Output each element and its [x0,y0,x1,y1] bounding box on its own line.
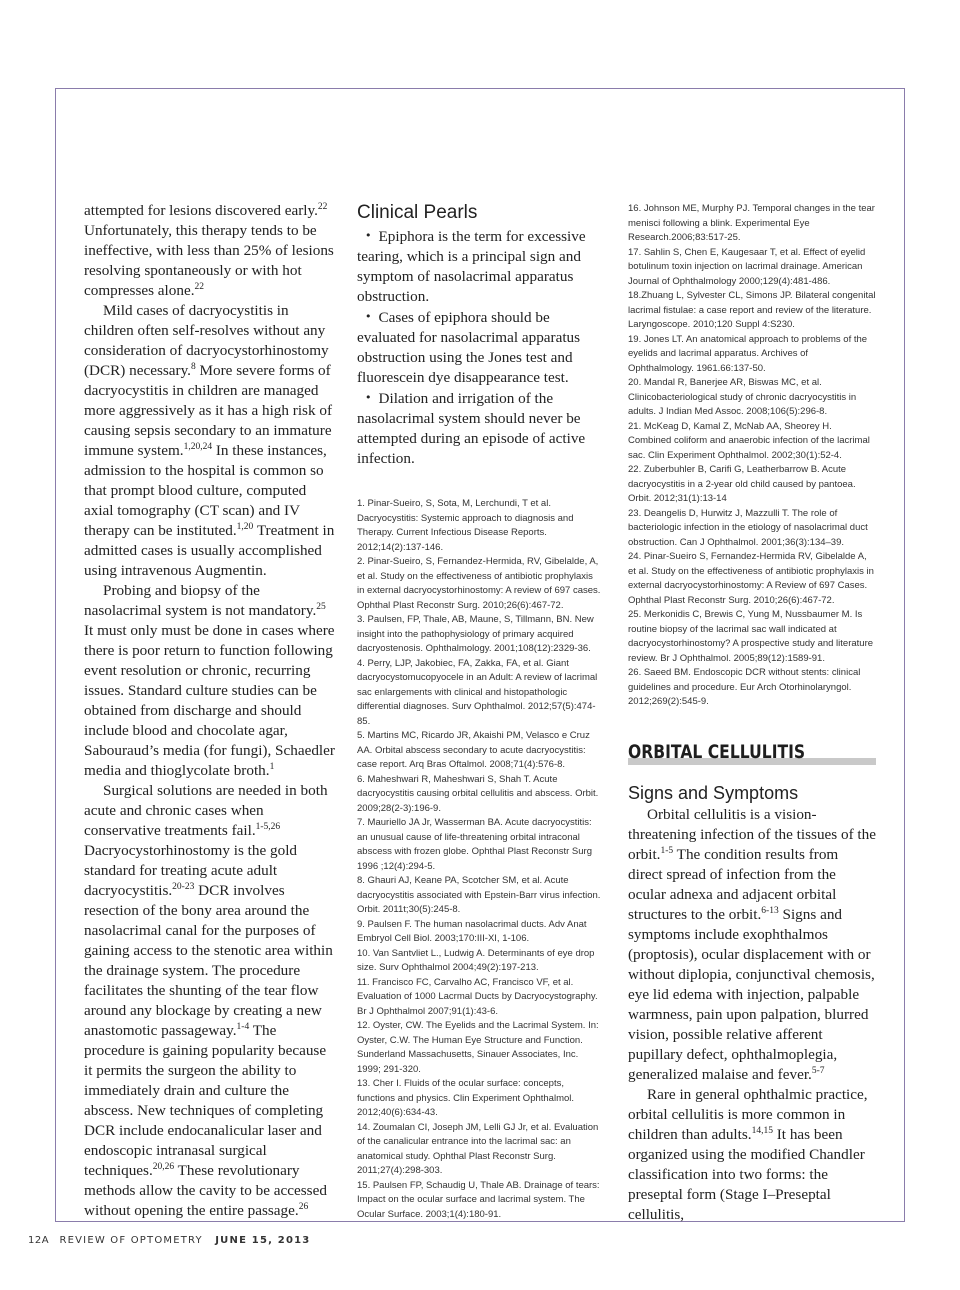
reference-item: 5. Martins MC, Ricardo JR, Akaishi PM, Velasco e Cruz AA. Orbital abscess secondary to acute dacryocystitis: case report. Arq Bras Oftalmol. 2008;71(4):576-8. [357,730,590,770]
paragraph-text: It must only must be done in cases where there is poor return to function following event resolution or chronic, recurring issues. Standard culture studies can be obtained from discharge and should include blood and chocolate agar, Sabouraud’s media (for fungi), Schaedler media and thioglycolate broth. [84,622,335,779]
page-footer [28,1235,310,1246]
paragraph-text: Dacryocystorhinostomy is the gold standard for treating acute adult dacryocystitis. [84,842,298,899]
reference-item: 15. Paulsen FP, Schaudig U, Thale AB. Drainage of tears: Impact on the ocular surface and lacrimal system. The Ocular Surface. 2003;1(4):180-91. [357,1179,600,1220]
paragraph-text: Mild cases of dacryocystitis in children often self-resolves without any consideration of dacryocystorhinostomy (DCR) necessary. [84,302,329,379]
clinical-pearl-text: Dilation and irrigation of the nasolacrimal system should never be attempted during an episode of active infection. [357,390,586,467]
orbital-cellulitis-text [628,805,876,1225]
reference-item: 21. McKeag D, Kamal Z, McNab AA, Sheorey H. Combined coliform and anaerobic infection of the lacrimal sac. Clin Experiment Ophthalmol. 2002;30(1):52-4. [628,420,870,461]
reference-item: 7. Mauriello JA Jr, Wasserman BA. Acute dacryocystitis: an unusual cause of life-threatening orbital intraconal abscess with frozen globe. Ophthal Plast Reconstr Surg 1996 ;12(4):294-5. [357,817,592,872]
reference-item: 6. Maheshwari R, Maheshwari S, Shah T. Acute dacryocystitis causing orbital cellulitis and abscess. Orbit. 2009;28(2-3):196-9. [357,773,599,814]
body-column-left [84,201,338,1221]
citation-superscript: 1-5 [660,845,674,856]
citation-superscript: 5-7 [811,1065,825,1076]
citation-superscript: 14,15 [751,1125,773,1136]
paragraph-text: Probing and biopsy of the nasolacrimal system is not mandatory. [84,582,317,619]
paragraph-text: Unfortunately, this therapy tends to be ineffective, with less than 25% of lesions resolving spontaneously or with hot compresses alone. [84,222,334,299]
paragraph-text: Rare in general ophthalmic practice, orbital cellulitis is more common in children than adults. [628,1085,868,1143]
reference-item: 10. Van Santvliet L., Ludwig A. Determinants of eye drop size. Surv Ophthalmol 2004;49(2):197-213. [357,947,595,973]
bullet-icon: • [365,310,372,323]
clinical-pearl-item [357,388,602,469]
references-list-2 [628,202,876,710]
body-paragraph [628,805,876,1085]
paragraph-text: Signs and symptoms include exophthalmos (proptosis), ocular displacement with or without diplopia, conjunctival chemosis, eye lid edema with injection, palpable warmness, pain upon palpation, blurred vision, possible relative afferent pupillary defect, ophthalmoplegia, generalized malaise and fever. [628,905,875,1083]
body-paragraph [84,581,338,781]
citation-superscript: 26 [298,1201,309,1212]
section-heading: ORBITAL CELLULITIS [628,740,806,763]
reference-item: 12. Oyster, CW. The Eyelids and the Lacrimal System. In: Oyster, C.W. The Human Eye Structure and Function. Sunderland Massachusetts, Sinauer Associates, Inc. 1999; 291-320. [357,1020,599,1075]
citation-superscript: 1 [269,761,275,772]
clinical-pearl-item [357,307,602,388]
reference-item: 24. Pinar-Sueiro S, Fernandez-Hermida RV, Gibelalde A, et al. Study on the effectiveness of antibiotic prophylaxis in external dacryocystorhinostomy: A Review of 697 Cases. Ophthal Plast Reconstr Surg. 2010;26(6):467-72. [628,551,874,606]
reference-item: 2. Pinar-Sueiro, S, Fernandez-Hermida, RV, Gibelalde, A, et al. Study on the effectiveness of antibiotic prophylaxis in external dacryocystorhinostomy: A review of 697 cases. Ophthal Plast Reconstr Surg. 2010;26(6):467-72. [357,556,601,611]
reference-item: 14. Zoumalan CI, Joseph JM, Lelli GJ Jr, et al. Evaluation of the canalicular entrance into the lacrimal sac: an anatomical study. Ophthal Plast Reconstr Surg. 2011;27(4):298-303. [357,1121,599,1176]
citation-superscript: 1,20 [236,521,254,532]
bullet-icon: • [365,229,372,242]
paragraph-text: The condition results from direct spread of infection from the ocular adnexa and adjacent orbital structures to the orbit. [628,845,839,923]
bullet-icon: • [365,391,372,404]
reference-item: 16. Johnson ME, Murphy PJ. Temporal changes in the tear menisci following a blink. Experimental Eye Research.2006;83:517-25. [628,203,875,243]
reference-item: 13. Cher I. Fluids of the ocular surface: concepts, functions and physics. Clin Experiment Ophthalmol. 2012;40(6):634-43. [357,1078,575,1118]
citation-superscript: 22 [194,281,204,292]
citation-superscript: 1-4 [236,1021,250,1032]
reference-item: 25. Merkonidis C, Brewis C, Yung M, Nussbaumer M. Is routine biopsy of the lacrimal sac wall indicated at dacryocystorhinostomy? A prospective study and literature review. Br J Ophthalmol. 2005;89(12):1589-91. [628,609,874,664]
reference-item: 4. Perry, LJP, Jakobiec, FA, Zakka, FA, et al. Giant dacryocystomucopyocele in an Adult: A review of lacrimal sac enlargements with clinical and histopathologic differential diagnoses. Surv Ophthalmol. 2012;57(5):474-85. [357,657,598,727]
subsection-heading: Signs and Symptoms [628,782,799,803]
paragraph-text: These revolutionary methods allow the cavity to be accessed without opening the entire passage. [84,1162,327,1219]
paragraph-text: Orbital cellulitis is a vision-threatening infection of the tissues of the orbit. [628,805,876,863]
citation-superscript: 22 [317,201,328,212]
body-column-right [628,202,876,1225]
body-paragraph [84,301,338,581]
publication-name: REVIEW OF OPTOMETRY [59,1235,203,1246]
reference-item: 23. Deangelis D, Hurwitz J, Mazzulli T. The role of bacteriologic infection in the etiology of nasolacrimal duct obstruction. Can J Ophthalmol. 2001;36(3):134–39. [628,507,868,548]
reference-item: 17. Sahlin S, Chen E, Kaugesaar T, et al. Effect of eyelid botulinum toxin injection on lacrimal drainage. American Journal of Ophthalmology 2000;129(4):481-486. [628,246,866,287]
clinical-pearl-text: Epiphora is the term for excessive tearing, which is a principal sign and symptom of nasolacrimal apparatus obstruction. [357,228,586,305]
body-paragraph [84,781,338,1221]
reference-item: 3. Paulsen, FP, Thale, AB, Maune, S, Tillmann, BN. New insight into the pathophysiology of primary acquired dacryostenosis. Ophthalmology. 2001;108(12):2329-36. [357,614,594,654]
reference-item: 1. Pinar-Sueiro, S, Sota, M, Lerchundi, T et al. Dacryocystitis: Systemic approach to diagnosis and Therapy. Current Infectious Disease Reports. 2012;14(2):137-146. [357,498,574,553]
citation-superscript: 1-5,26 [255,821,281,832]
paragraph-text: More severe forms of dacryocystitis in children are managed more aggressively as it has a high risk of causing sepsis secondary to an immature immune system. [84,362,333,459]
citation-superscript: 20-23 [172,881,195,892]
citation-superscript: 25 [316,601,326,612]
citation-superscript: 8 [190,361,196,372]
reference-item: 19. Jones LT. An anatomical approach to problems of the eyelids and lacrimal apparatus. Archives of Ophthalmology. 1961.66:137-50. [628,333,868,374]
reference-item: 8. Ghauri AJ, Keane PA, Scotcher SM, et al. Acute dacryocystitis associated with Epstein-Barr virus infection. Orbit. 2011t;30(5):245-8. [357,875,601,915]
reference-item: 22. Zuberbuhler B, Carifi G, Leatherbarrow B. Acute dacryocystitis in a 2-year old child caused by pantoea. Orbit. 2012;31(1):13-14 [628,464,856,504]
body-paragraph [628,1085,876,1225]
paragraph-text: DCR involves resection of the bony area around the nasolacrimal canal for the purposes of gaining access to the stenotic area within the drainage system. The procedure facilitates the shunting of the tear flow around any blockage by creating a new anastomotic passageway. [84,882,333,1039]
paragraph-text: In these instances, admission to the hospital is common so that prompt blood culture, computed axial tomography (CT scan) and IV therapy can be instituted. [84,442,327,539]
clinical-pearl-item [357,226,602,307]
reference-item: 11. Francisco FC, Carvalho AC, Francisco VF, et al. Evaluation of 1000 Lacrmal Ducts by Dacryocystography. Br J Ophthalmol 2007;91(1):43-6. [357,976,598,1017]
reference-item: 9. Paulsen F. The human nasolacrimal ducts. Adv Anat Embryol Cell Biol. 2003;170:III-XI, 1-106. [357,918,587,944]
page-number: 12A [28,1235,50,1246]
paragraph-text: It has been organized using the modified Chandler classification into two forms: the preseptal form (Stage I–Preseptal cellulitis, [628,1125,865,1223]
citation-superscript: 20,26 [152,1161,175,1172]
clinical-pearls-title: Clinical Pearls [357,202,478,223]
clinical-pearl-text: Cases of epiphora should be evaluated for nasolacrimal apparatus obstruction using the Jones test and fluorescein dye disappearance test. [357,309,581,386]
references-list-1 [357,497,602,1222]
citation-superscript: 1,20,24 [183,441,213,452]
body-paragraph [84,201,338,301]
paragraph-text: Treatment in admitted cases is usually accomplished using intravenous Augmentin. [84,522,335,579]
issue-date: JUNE 15, 2013 [215,1235,311,1246]
citation-superscript: 6-13 [761,905,779,916]
reference-item: 20. Mandal R, Banerjee AR, Biswas MC, et al. Clinicobacteriological study of chronic dacryocystitis in adults. J Indian Med Assoc. 2008;106(5):296-8. [628,377,857,417]
reference-item: 26. Saeed BM. Endoscopic DCR without stents: clinical guidelines and procedure. Eur Arch Otorhinolaryngol. 2012;269(2):545-9. [628,667,861,707]
paragraph-text: Surgical solutions are needed in both acute and chronic cases when conservative treatments fail. [84,782,328,839]
paragraph-text: attempted for lesions discovered early. [84,202,318,219]
clinical-pearls-list [357,226,602,469]
reference-item: 18.Zhuang L, Sylvester CL, Simons JP. Bilateral congenital lacrimal fistulae: a case report and review of the literature. Laryngoscope. 2010;120 Suppl 4:S230. [628,290,876,330]
paragraph-text: The procedure is gaining popularity because it permits the surgeon the ability to immediately drain and culture the abscess. New techniques of completing DCR include endocanalicular laser and endoscopic intranasal surgical techniques. [84,1022,327,1179]
body-column-middle [357,201,602,1222]
